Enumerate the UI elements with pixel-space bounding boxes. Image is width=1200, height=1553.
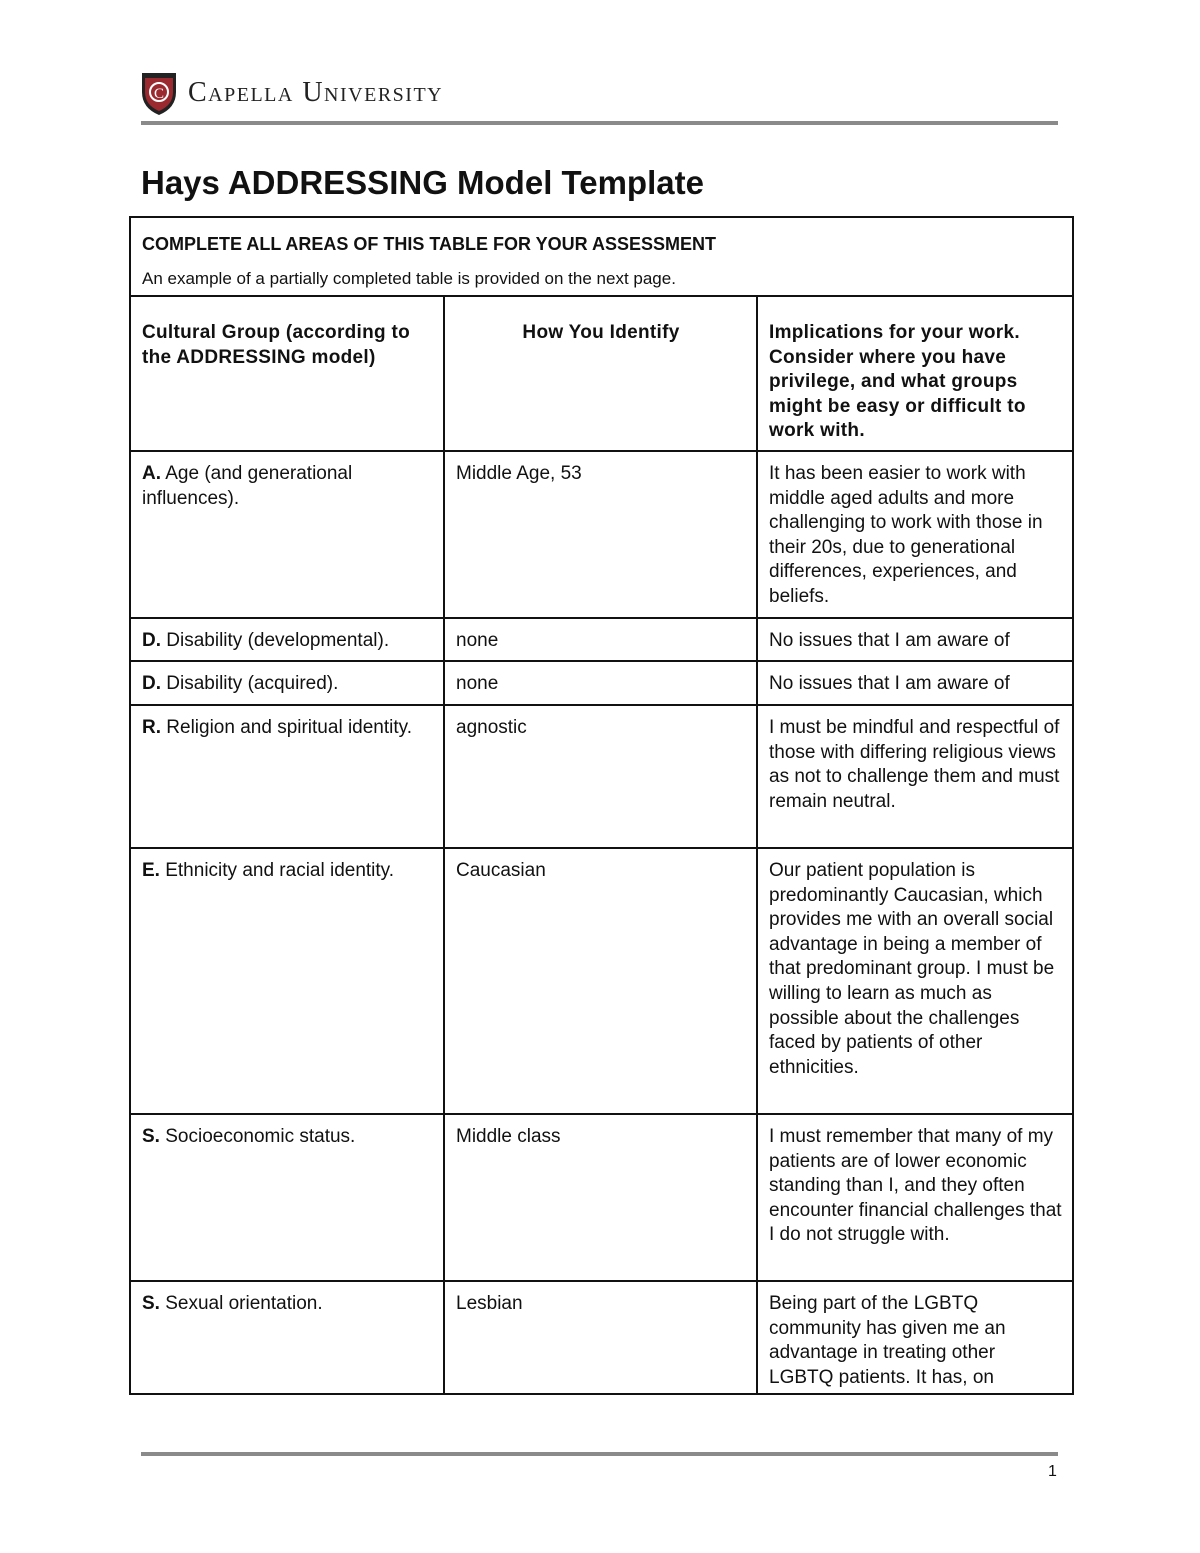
table-row bbox=[130, 705, 1073, 848]
identify-cell: none bbox=[444, 618, 757, 661]
cultural-group-cell bbox=[130, 1114, 444, 1281]
intro-row bbox=[130, 217, 1073, 296]
group-letter: D. bbox=[142, 630, 161, 651]
table-row bbox=[130, 1114, 1073, 1281]
group-letter: E. bbox=[142, 860, 160, 881]
implications-cell: No issues that I am aware of bbox=[757, 661, 1073, 705]
implications-cell: No issues that I am aware of bbox=[757, 618, 1073, 661]
addressing-table bbox=[129, 216, 1074, 1395]
intro-heading: COMPLETE ALL AREAS OF THIS TABLE FOR YOUR ASSESSMENT bbox=[142, 234, 717, 254]
column-header: How You Identify bbox=[444, 296, 757, 451]
group-letter: A. bbox=[142, 463, 161, 484]
group-letter: S. bbox=[142, 1293, 160, 1314]
table-row bbox=[130, 451, 1073, 618]
group-label: Disability (acquired). bbox=[166, 673, 339, 694]
cultural-group-cell bbox=[130, 705, 444, 848]
column-header: Implications for your work. Consider where you have privilege, and what groups might be easy or difficult to work with. bbox=[757, 296, 1073, 451]
footer-rule bbox=[141, 1452, 1058, 1456]
capella-logo bbox=[140, 70, 443, 116]
implications-cell: I must be mindful and respectful of those with differing religious views as not to challenge them and must remain neutral. bbox=[757, 705, 1073, 848]
cultural-group-cell bbox=[130, 661, 444, 705]
group-label: Ethnicity and racial identity. bbox=[165, 860, 395, 881]
cultural-group-cell bbox=[130, 1281, 444, 1394]
table-row bbox=[130, 661, 1073, 705]
logo-text: Capella University bbox=[188, 77, 444, 108]
page-title: Hays ADDRESSING Model Template bbox=[141, 164, 704, 201]
implications-cell: Our patient population is predominantly Caucasian, which provides me with an overall social advantage in being a member of that predominant group. I must be willing to learn as much as possible about the challenges faced by patients of other ethnicities. bbox=[757, 848, 1073, 1114]
identify-cell: Middle Age, 53 bbox=[444, 451, 757, 618]
group-letter: R. bbox=[142, 717, 161, 738]
implications-cell: Being part of the LGBTQ community has given me an advantage in treating other LGBTQ patients. It has, on bbox=[757, 1281, 1073, 1394]
implications-cell: It has been easier to work with middle aged adults and more challenging to work with those in their 20s, due to generational differences, experiences, and beliefs. bbox=[757, 451, 1073, 618]
cultural-group-cell bbox=[130, 848, 444, 1114]
group-label: Socioeconomic status. bbox=[165, 1126, 356, 1147]
group-letter: D. bbox=[142, 673, 161, 694]
identify-cell: Middle class bbox=[444, 1114, 757, 1281]
group-label: Sexual orientation. bbox=[165, 1293, 323, 1314]
identify-cell: Lesbian bbox=[444, 1281, 757, 1394]
implications-cell: I must remember that many of my patients are of lower economic standing than I, and they often encounter financial challenges that I do not struggle with. bbox=[757, 1114, 1073, 1281]
identify-cell: agnostic bbox=[444, 705, 757, 848]
shield-icon bbox=[140, 70, 178, 116]
table-row bbox=[130, 1281, 1073, 1394]
group-label: Disability (developmental). bbox=[166, 630, 390, 651]
table-row bbox=[130, 848, 1073, 1114]
cultural-group-cell bbox=[130, 451, 444, 618]
table-row bbox=[130, 618, 1073, 661]
identify-cell: Caucasian bbox=[444, 848, 757, 1114]
group-label: Religion and spiritual identity. bbox=[166, 717, 413, 738]
cultural-group-cell bbox=[130, 618, 444, 661]
column-header: Cultural Group (according to the ADDRESSING model) bbox=[130, 296, 444, 451]
header-rule bbox=[141, 121, 1058, 125]
group-label: Age (and generational influences). bbox=[142, 463, 353, 509]
page-number: 1 bbox=[1048, 1463, 1057, 1480]
identify-cell: none bbox=[444, 661, 757, 705]
intro-note: An example of a partially completed table is provided on the next page. bbox=[142, 268, 676, 288]
svg-text:C: C bbox=[153, 86, 165, 102]
group-letter: S. bbox=[142, 1126, 160, 1147]
header-row bbox=[130, 296, 1073, 451]
